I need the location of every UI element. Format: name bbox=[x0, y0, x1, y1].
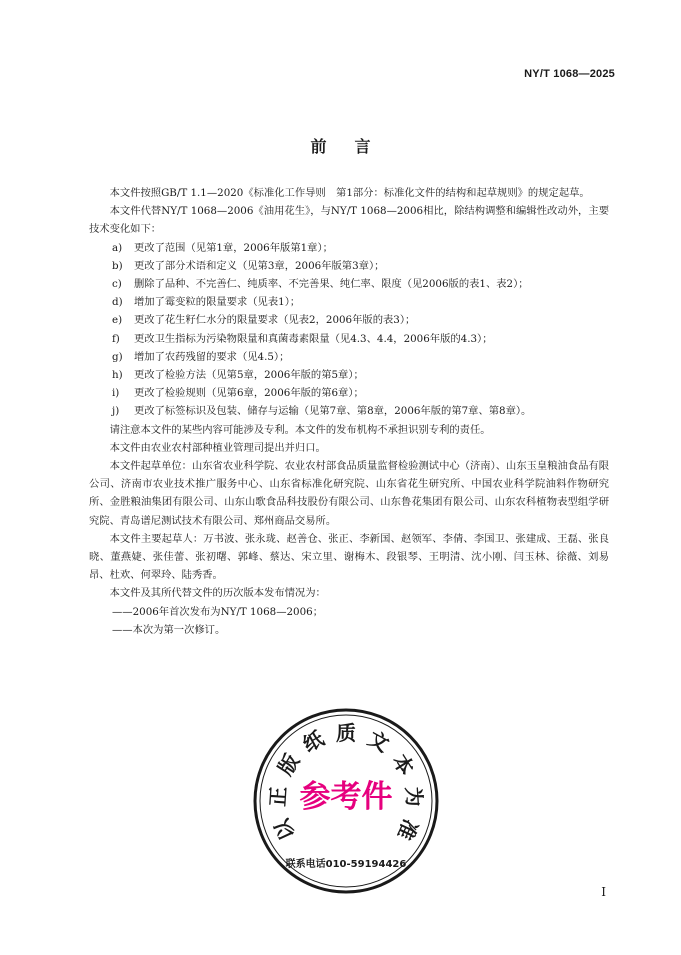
paragraph-history-intro: 本文件及其所代替文件的历次版本发布情况为： bbox=[109, 587, 326, 600]
stamp-ring-char: 以 bbox=[269, 815, 300, 844]
stamp-phone-text: 联系电话010-59194426 bbox=[285, 859, 407, 870]
paragraph-proposer: 本文件由农业农村部种植业管理司提出并归口。 bbox=[109, 441, 326, 454]
change-item: i) 更改了检验规则（见第6章，2006年版的第6章）； bbox=[112, 387, 364, 400]
stamp-ring-char: 纸 bbox=[298, 726, 328, 757]
stamp-ring-char: 版 bbox=[273, 749, 305, 780]
paragraph-patent-notice: 请注意本文件的某些内容可能涉及专利。本文件的发布机构不承担识别专利的责任。 bbox=[109, 423, 491, 436]
stamp-ring-char: 质 bbox=[336, 721, 356, 745]
change-item: c) 删除了品种、不完善仁、纯质率、不完善果、纯仁率、限度（见2006版的表1、表2）； bbox=[112, 278, 529, 291]
paragraph-replacement: 本文件代替NY/T 1068—2006《油用花生》，与NY/T 1068—2006相比，除结构调整和编辑性改动外，主要技术变化如下： bbox=[89, 205, 609, 236]
stamp-graphic bbox=[251, 706, 441, 896]
paragraph-drafters: 本文件主要起草人：万书波、张永珑、赵善仓、张正、李新国、赵领军、李倩、李国卫、张建成、王磊、张良晓、董燕婕、张佳蕾、张初曙、郭峰、蔡达、宋立里、谢梅木、段银琴、王明清、沈小刚、闫玉林、徐薇、刘易昂、杜欢、何翠玲、陆秀香。 bbox=[89, 532, 609, 582]
document-body bbox=[89, 184, 609, 639]
history-item: ——本次为第一次修订。 bbox=[112, 623, 226, 636]
change-item: a) 更改了范围（见第1章，2006年版第1章）； bbox=[112, 241, 333, 254]
change-item: d) 增加了霉变粒的限量要求（见表1）； bbox=[112, 296, 301, 309]
change-item: j) 更改了标签标识及包装、储存与运输（见第7章、第8章，2006年版的第7章、第8章）。 bbox=[112, 405, 532, 418]
history-item: ——2006年首次发布为NY/T 1068—2006； bbox=[112, 605, 324, 618]
reference-stamp bbox=[251, 706, 441, 896]
stamp-ring-char: 本 bbox=[387, 749, 419, 780]
stamp-center-text: 参考件 bbox=[299, 779, 393, 815]
page-number: I bbox=[601, 885, 606, 899]
paragraph-drafting-units: 本文件起草单位：山东省农业科学院、农业农村部食品质量监督检验测试中心（济南）、山东玉皇粮油食品有限公司、济南市农业技术推广服务中心、山东省标准化研究院、山东省花生研究所、中国农业科学院油料作物研究所、金胜粮油集团有限公司、山东山歌食品科技股份有限公司、山东鲁花集团有限公司、山东农科植物表型组学研究院、青岛谱尼测试技术有限公司、郑州商品交易所。 bbox=[89, 460, 609, 527]
change-item: g) 增加了农药残留的要求（见4.5）； bbox=[112, 350, 290, 363]
change-item: e) 更改了花生籽仁水分的限量要求（见表2，2006年版的表3）； bbox=[112, 314, 416, 327]
page-title: 前言 bbox=[310, 137, 399, 156]
stamp-ring-char: 准 bbox=[392, 815, 423, 844]
stamp-ring-char: 正 bbox=[265, 785, 291, 808]
paragraph-drafting-rules: 本文件按照GB/T 1.1—2020《标准化工作导则 第1部分：标准化文件的结构和起草规则》的规定起草。 bbox=[109, 187, 590, 199]
stamp-ring-char: 文 bbox=[364, 726, 394, 757]
change-item: f) 更改卫生指标为污染物限量和真菌毒素限量（见4.3、4.4，2006年版的4.3）； bbox=[112, 332, 493, 345]
stamp-ring-char: 为 bbox=[401, 785, 427, 808]
change-item: b) 更改了部分术语和定义（见第3章，2006年版第3章）； bbox=[112, 259, 385, 272]
standard-code: NY/T 1068—2025 bbox=[524, 68, 615, 80]
change-item: h) 更改了检验方法（见第5章，2006年版的第5章）； bbox=[112, 369, 364, 382]
